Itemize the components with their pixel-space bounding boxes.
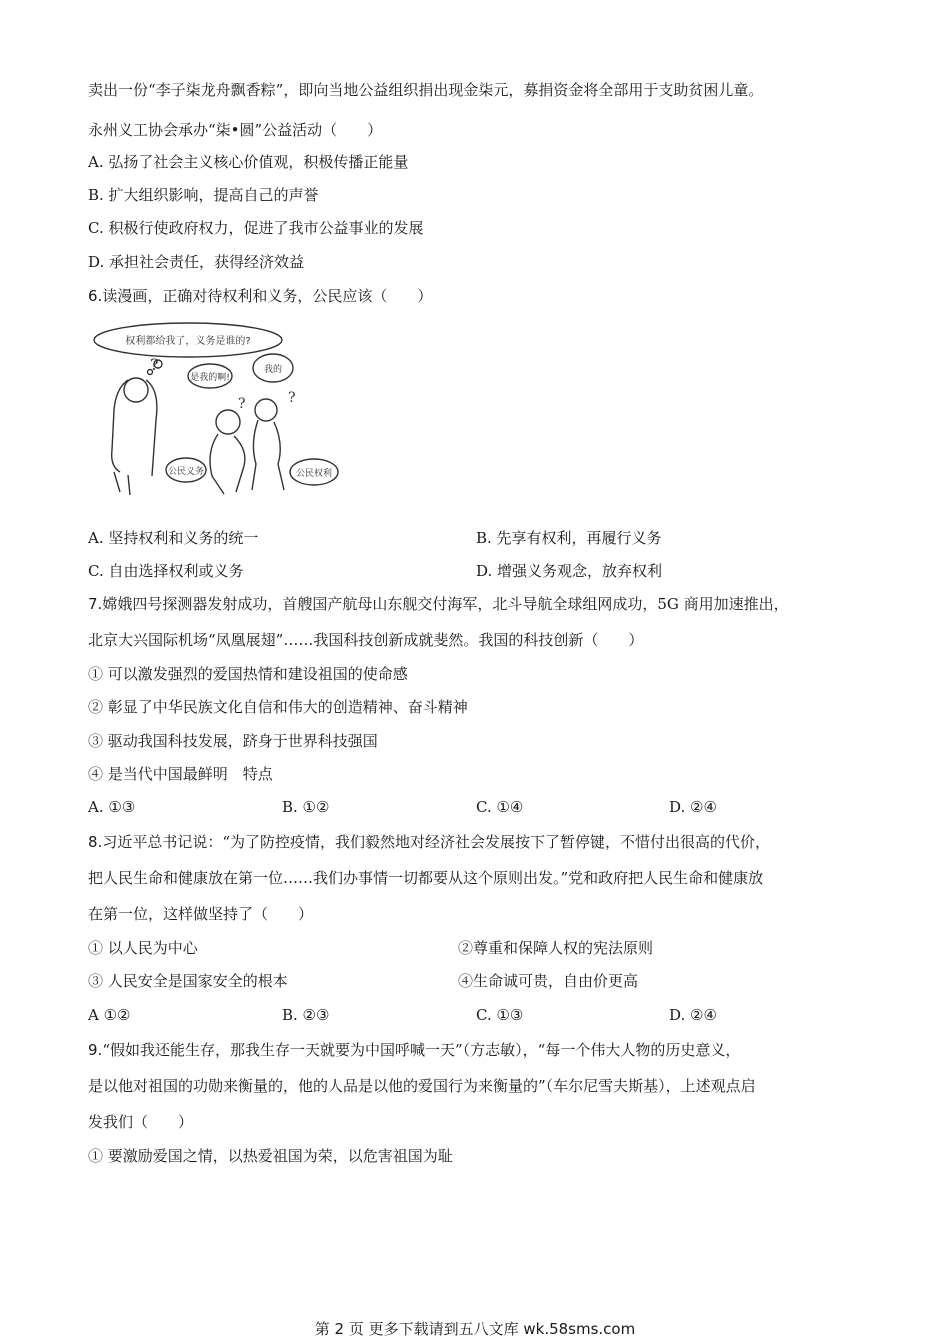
q7-stem-line-2: 北京大兴国际机场“凤凰展翅”……我国科技创新成就斐然。我国的科技创新（ ） xyxy=(88,631,644,649)
standing-figure-head xyxy=(124,378,148,402)
question-mark-2: ? xyxy=(238,396,246,412)
q5-stem-line-2: 永州义工协会承办“柒•圆”公益活动（ ） xyxy=(88,121,383,139)
q9-statement-1: ① 要激励爱国之情，以热爱祖国为荣，以危害祖国为耻 xyxy=(88,1147,453,1165)
q8-statement-2: ②尊重和保障人权的宪法原则 xyxy=(458,939,654,957)
question-mark-3: ? xyxy=(288,390,296,406)
q8-option-d: D. ②④ xyxy=(669,1006,717,1024)
q7-statement-1: ① 可以激发强烈的爱国热情和建设祖国的使命感 xyxy=(88,665,408,683)
q8-stem-line-3: 在第一位，这样做坚持了（ ） xyxy=(88,905,314,923)
q8-option-b: B. ②③ xyxy=(282,1006,330,1024)
q8-stem-line-1 xyxy=(88,832,770,852)
q6-option-b: B. 先享有权利，再履行义务 xyxy=(476,529,662,547)
q8-option-a: A ①② xyxy=(88,1006,131,1024)
child-figure-head xyxy=(255,399,277,421)
q7-option-b: B. ①② xyxy=(282,798,330,816)
q7-statement-2: ② 彰显了中华民族文化自信和伟大的创造精神、奋斗精神 xyxy=(88,698,468,716)
q8-statement-3: ③ 人民安全是国家安全的根本 xyxy=(88,972,288,990)
q6-stem xyxy=(88,286,432,306)
speech-right-text: 我的 xyxy=(263,365,283,375)
q5-option-a: A. 弘扬了社会主义核心价值观，积极传播正能量 xyxy=(88,153,409,171)
q9-stem-line-1 xyxy=(88,1040,740,1060)
q7-statement-3: ③ 驱动我国科技发展，跻身于世界科技强国 xyxy=(88,732,378,750)
kneeling-figure-head xyxy=(216,410,240,434)
standing-figure-body xyxy=(112,380,157,476)
right-label-text: 公民权利 xyxy=(295,469,333,479)
speech-left-text: 是我的啊! xyxy=(190,373,230,383)
q8-option-c: C. ①③ xyxy=(476,1006,524,1024)
q6-number: 6. xyxy=(88,287,103,305)
q7-number: 7. xyxy=(88,595,103,613)
q9-number: 9. xyxy=(88,1041,103,1059)
standing-figure-legs xyxy=(114,472,130,495)
q8-number: 8. xyxy=(88,833,103,851)
q7-option-a: A. ①③ xyxy=(88,798,136,816)
q9-stem-line-3: 发我们（ ） xyxy=(88,1113,194,1131)
q5-option-c: C. 积极行使政府权力，促进了我市公益事业的发展 xyxy=(88,219,424,237)
duty-label-text: 公民义务 xyxy=(167,467,205,477)
q5-stem-line-1: 卖出一份“李子柒龙舟飘香粽”，即向当地公益组织捐出现金柒元，募捐资金将全部用于支助贫困儿童。 xyxy=(88,81,764,99)
question-mark-1: ? xyxy=(150,355,159,374)
q9-stem-line-2: 是以他对祖国的功勋来衡量的，他的人品是以他的爱国行为来衡量的”（车尔尼雪夫斯基），上述观点启 xyxy=(88,1077,756,1095)
comic-illustration xyxy=(88,320,344,500)
thought-bubble-text: 权利都给我了，义务是谁的? xyxy=(125,336,251,347)
q7-text-1: 嫦娥四号探测器发射成功，首艘国产航母山东舰交付海军，北斗导航全球组网成功，5G 商用加速推出， xyxy=(102,595,789,613)
q6-option-a: A. 坚持权利和义务的统一 xyxy=(88,529,259,547)
q6-text: 读漫画，正确对待权利和义务，公民应该（ ） xyxy=(102,287,433,305)
page-footer: 第 2 页 更多下载请到五八文库 wk.58sms.com xyxy=(314,1320,636,1338)
q6-option-c: C. 自由选择权利或义务 xyxy=(88,562,244,580)
q9-text-1: “假如我还能生存，那我生存一天就要为中国呼喊一天”（方志敏），“每一个伟大人物的历史意义， xyxy=(102,1041,741,1059)
q5-option-d: D. 承担社会责任，获得经济效益 xyxy=(88,253,305,271)
q6-option-d: D. 增强义务观念，放弃权利 xyxy=(476,562,663,580)
child-figure-body xyxy=(252,420,284,490)
q8-text-1: 习近平总书记说：“为了防控疫情，我们毅然地对经济社会发展按下了暂停键，不惜付出很高的代价， xyxy=(102,833,770,851)
q8-statement-4: ④生命诚可贵，自由价更高 xyxy=(458,972,639,990)
q5-option-b: B. 扩大组织影响，提高自己的声誉 xyxy=(88,186,319,204)
q7-option-d: D. ②④ xyxy=(669,798,717,816)
q8-stem-line-2: 把人民生命和健康放在第一位……我们办事情一切都要从这个原则出发。”党和政府把人民生命和健康放 xyxy=(88,869,764,887)
q7-stem-line-1 xyxy=(88,594,789,614)
kneeling-figure-body xyxy=(210,434,245,494)
q8-statement-1: ① 以人民为中心 xyxy=(88,939,198,957)
q7-option-c: C. ①④ xyxy=(476,798,524,816)
q7-statement-4: ④ 是当代中国最鲜明 特点 xyxy=(88,765,273,783)
